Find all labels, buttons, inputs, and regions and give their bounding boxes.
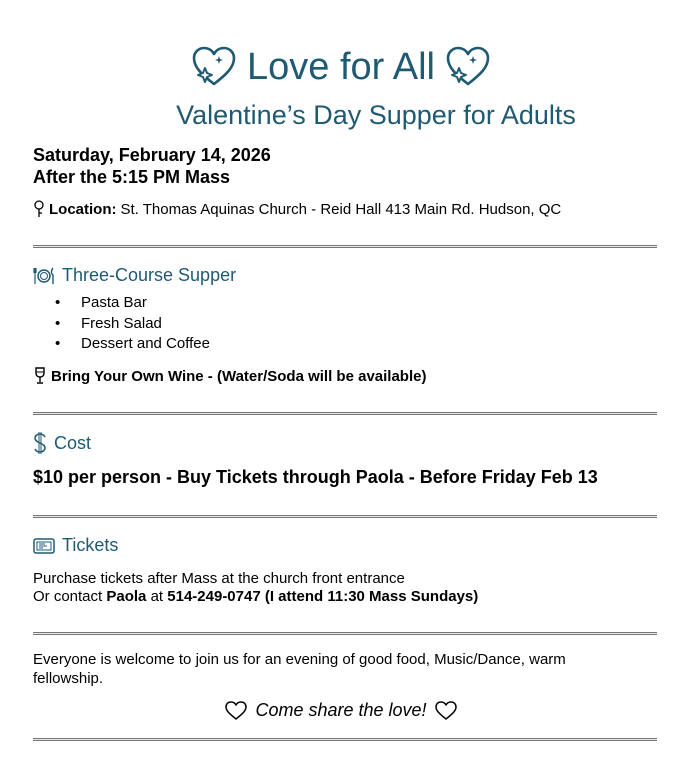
bullet: •: [55, 314, 61, 332]
heart-icon: [225, 701, 247, 721]
sparkle-heart-icon: [445, 46, 491, 88]
event-location: [33, 200, 561, 218]
menu-item-label: Dessert and Coffee: [81, 335, 210, 352]
tickets-line-2: [33, 588, 478, 606]
page-title: Love for All: [247, 45, 435, 88]
contact-name: Paola: [106, 588, 147, 605]
ticket-icon: [33, 538, 55, 554]
cost-text: $10 per person - Buy Tickets through Paola - Before Friday Feb 13: [33, 467, 598, 487]
wine-note: [33, 367, 426, 385]
divider: [33, 738, 657, 741]
sparkle-heart-icon: [191, 46, 237, 88]
list-item: [55, 314, 210, 335]
event-datetime: [33, 144, 271, 188]
welcome-text: Everyone is welcome to join us for an evening of good food, Music/Dance, warm fellowship.: [33, 651, 566, 687]
plate-utensils-icon: [33, 266, 55, 286]
tickets-info: [33, 570, 478, 606]
divider: [33, 412, 657, 415]
event-date: Saturday, February 14, 2026: [33, 145, 271, 165]
tickets-heading-label: Tickets: [62, 535, 119, 555]
bullet: •: [55, 335, 61, 352]
supper-heading: [33, 265, 236, 286]
cost-heading-label: Cost: [54, 432, 92, 453]
wine-glass-icon: [33, 367, 47, 385]
bullet: •: [55, 294, 61, 311]
menu-item-label: Fresh Salad: [81, 314, 162, 332]
contact-prefix: Or contact: [33, 588, 103, 605]
list-item: [55, 293, 210, 314]
dollar-icon: [33, 432, 47, 454]
supper-heading-label: Three-Course Supper: [62, 265, 237, 285]
divider: [33, 632, 657, 635]
location-pin-icon: [33, 200, 45, 218]
wine-note-text: Bring Your Own Wine - (Water/Soda will be available): [51, 367, 427, 385]
list-item: [55, 334, 210, 355]
menu-item-label: Pasta Bar: [81, 294, 147, 311]
share-text: Come share the love!: [255, 700, 427, 720]
share-line: [0, 700, 682, 721]
menu-list: [55, 293, 210, 355]
divider: [33, 515, 657, 518]
cost-heading: [33, 432, 91, 454]
contact-phone: 514-249-0747 (I attend 11:30 Mass Sundays): [167, 588, 479, 605]
contact-at: at: [150, 588, 164, 605]
location-label: Location:: [49, 200, 117, 218]
location-value: St. Thomas Aquinas Church - Reid Hall 413 Main Rd. Hudson, QC: [120, 200, 562, 218]
tickets-heading: [33, 535, 118, 556]
tickets-line-1: Purchase tickets after Mass at the church front entrance: [33, 570, 405, 587]
divider: [33, 245, 657, 248]
page-subtitle: Valentine’s Day Supper for Adults: [176, 100, 576, 130]
header-title-row: [0, 40, 682, 94]
event-time: After the 5:15 PM Mass: [33, 167, 231, 187]
heart-icon: [435, 701, 457, 721]
